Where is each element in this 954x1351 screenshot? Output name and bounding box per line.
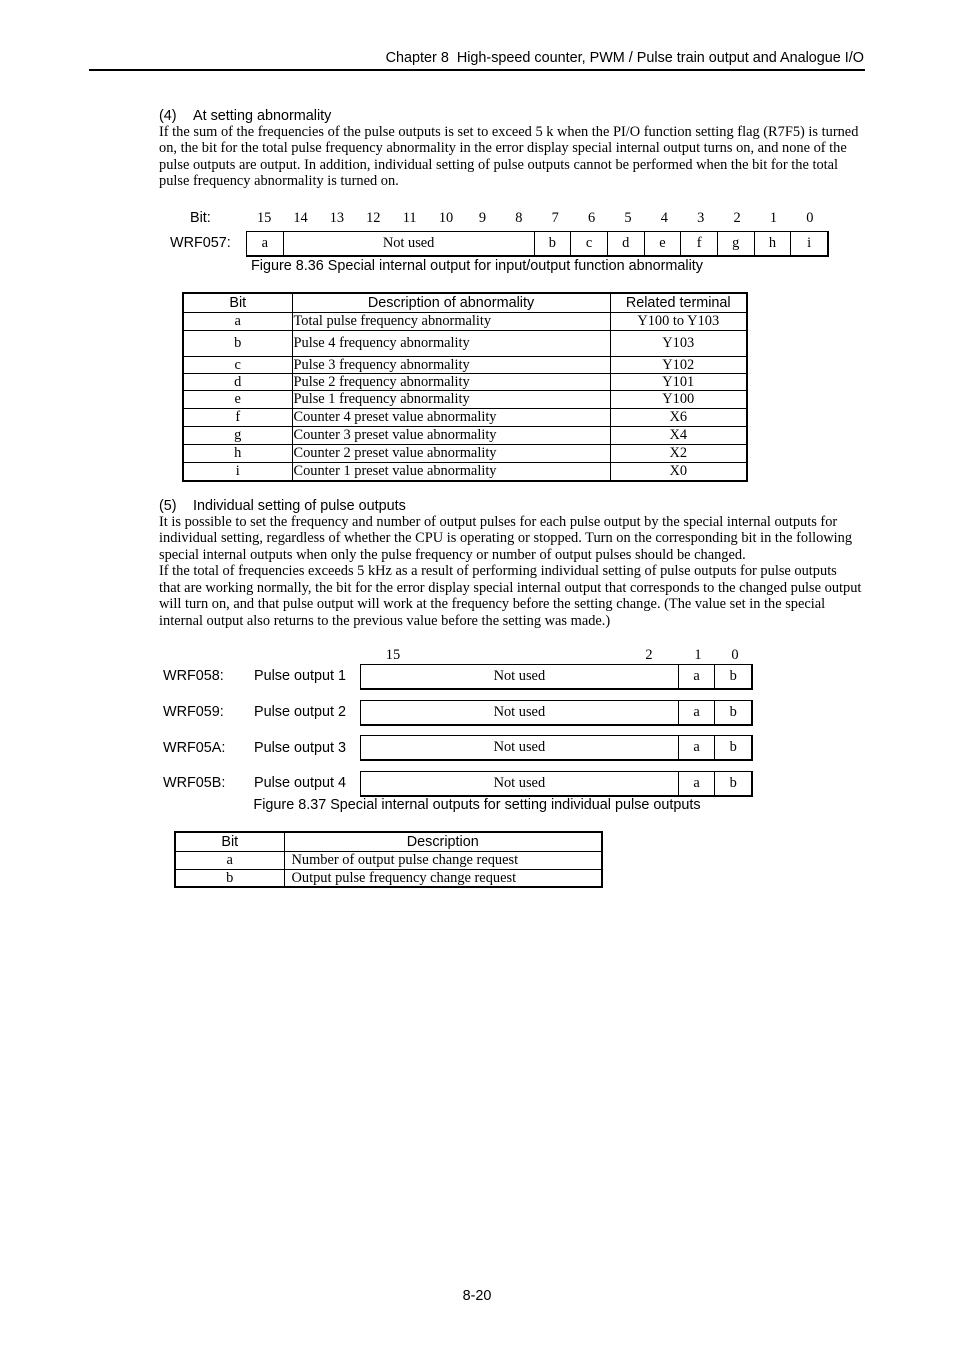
bit-cell: e: [183, 390, 292, 408]
table-row: [183, 408, 747, 426]
bit-number-row: [246, 210, 828, 227]
bit-cell: b: [714, 772, 751, 795]
bit-number: 12: [366, 209, 381, 226]
paragraph-line: pulse outputs are output. In addition, individual setting of pulse outputs cannot be performed when the bit for the total: [159, 156, 839, 173]
register-name: WRF058:: [163, 667, 224, 684]
unused-bits-cell: Not used: [283, 232, 534, 255]
bit-cell: a: [678, 701, 715, 724]
description-cell: Total pulse frequency abnormality: [292, 312, 610, 330]
register-name: WRF05A:: [163, 739, 226, 756]
register-label: Pulse output 4: [254, 774, 347, 791]
register-bit-box: [360, 735, 753, 761]
bit-cell: c: [183, 356, 292, 373]
register-bit-box: [360, 664, 753, 690]
header-rule: [89, 69, 865, 71]
bit-number: 1: [694, 646, 702, 663]
individual-setting-table: [174, 831, 603, 888]
bit-cell: a: [678, 772, 715, 795]
section-paragraph: [159, 124, 858, 190]
table-header-cell: Related terminal: [610, 293, 747, 312]
bit-number: 15: [385, 646, 401, 663]
bit-number: 7: [551, 209, 559, 226]
register-name: WRF057:: [170, 234, 231, 251]
bit-number: 0: [731, 646, 739, 663]
section-heading: Individual setting of pulse outputs: [193, 497, 406, 514]
table-row: [175, 869, 602, 887]
description-cell: Counter 1 preset value abnormality: [292, 462, 610, 481]
table-header-cell: Bit: [175, 832, 284, 851]
bit-cell: b: [175, 869, 284, 887]
unused-bits-cell: Not used: [493, 775, 546, 791]
bit-number: 13: [329, 209, 345, 226]
description-cell: Pulse 3 frequency abnormality: [292, 356, 610, 373]
page-number: 8-20: [462, 1287, 492, 1304]
terminal-cell: Y100 to Y103: [610, 312, 747, 330]
bit-number: 10: [438, 209, 454, 226]
terminal-cell: Y100: [610, 390, 747, 408]
terminal-cell: Y102: [610, 356, 747, 373]
bit-number: 9: [478, 209, 487, 226]
paragraph-line: pulse frequency abnormality is turned on.: [159, 173, 399, 190]
terminal-cell: X6: [610, 408, 747, 426]
paragraph-line: If the sum of the frequencies of the pulse outputs is set to exceed 5 k when the PI/O function setting flag (R7F5) is turned: [159, 123, 859, 140]
bit-cell: b: [183, 330, 292, 356]
bit-cell: a: [183, 312, 292, 330]
register-name: WRF05B:: [163, 774, 226, 791]
section-number: (4): [159, 107, 177, 124]
description-cell: Number of output pulse change request: [284, 851, 602, 869]
description-cell: Counter 4 preset value abnormality: [292, 408, 610, 426]
bit-number: 0: [806, 209, 814, 226]
chapter-header: Chapter 8 High-speed counter, PWM / Pulse train output and Analogue I/O: [385, 50, 864, 66]
bit-label: Bit:: [190, 209, 211, 226]
unused-bits-cell: Not used: [493, 704, 546, 720]
bit-cell: b: [714, 665, 751, 688]
register-name: WRF059:: [163, 703, 224, 720]
bit-cell: b: [534, 232, 571, 255]
bit-cell: a: [261, 235, 269, 251]
description-cell: Output pulse frequency change request: [284, 869, 602, 887]
unused-bits-cell: Not used: [493, 668, 546, 684]
bit-number: 3: [697, 209, 705, 226]
bit-number: 2: [733, 209, 741, 226]
paragraph-line: that are working normally, the bit for the error display special internal output that corresponds to the changed pulse output: [159, 579, 862, 596]
bit-cell: c: [570, 232, 607, 255]
bit-cell: b: [714, 736, 751, 759]
bit-cell: f: [680, 232, 717, 255]
paragraph-line: special internal outputs when only the pulse frequency or number of output pulses should be changed.: [159, 546, 746, 563]
bit-number: 1: [769, 209, 778, 226]
bit-cell: h: [754, 232, 791, 255]
description-cell: Pulse 1 frequency abnormality: [292, 390, 610, 408]
table-row: [183, 373, 747, 390]
bit-number: 15: [256, 209, 272, 226]
table-row: [175, 851, 602, 869]
section-number: (5): [159, 497, 177, 514]
bit-cell: b: [714, 701, 751, 724]
register-bit-box: [360, 700, 753, 726]
bit-cell: a: [175, 851, 284, 869]
abnormality-table: [182, 292, 748, 482]
register-label: Pulse output 2: [254, 703, 347, 720]
register-label: Pulse output 1: [254, 667, 347, 684]
table-row: [183, 444, 747, 462]
bit-cell: d: [183, 373, 292, 390]
bit-cell: e: [644, 232, 681, 255]
bit-cell: i: [183, 462, 292, 481]
table-header-row: [175, 832, 602, 851]
description-cell: Counter 2 preset value abnormality: [292, 444, 610, 462]
terminal-cell: Y103: [610, 330, 747, 356]
unused-bits-cell: Not used: [493, 739, 546, 755]
terminal-cell: X2: [610, 444, 747, 462]
register-bit-box: [360, 771, 753, 797]
terminal-cell: X4: [610, 426, 747, 444]
register-label: Pulse output 3: [254, 739, 347, 756]
bit-number: 8: [515, 209, 523, 226]
description-cell: Pulse 4 frequency abnormality: [292, 330, 610, 356]
table-row: [183, 426, 747, 444]
table-row: [183, 356, 747, 373]
description-cell: Pulse 2 frequency abnormality: [292, 373, 610, 390]
paragraph-line: individual setting, regardless of whether the CPU is operating or stopped. Turn on the corresponding bit in the following: [159, 530, 853, 547]
bit-cell: h: [183, 444, 292, 462]
bit-number: 6: [587, 209, 596, 226]
paragraph-line: will turn on, and that pulse output will work at the frequency before the setting change. (The value set in the special: [159, 596, 826, 613]
paragraph-line: on, the bit for the total pulse frequency abnormality in the error display special internal output turns on, and none of the: [159, 140, 847, 157]
table-row: [183, 390, 747, 408]
bit-cell: g: [717, 232, 754, 255]
table-header-cell: Description: [284, 832, 602, 851]
table-header-cell: Description of abnormality: [292, 293, 610, 312]
paragraph-line: It is possible to set the frequency and number of output pulses for each pulse output by the special internal outputs for: [159, 513, 838, 530]
bit-cell: a: [678, 665, 715, 688]
bit-number: 11: [402, 209, 417, 226]
bit-cell: a: [678, 736, 715, 759]
figure-caption: Figure 8.37 Special internal outputs for setting individual pulse outputs: [253, 796, 701, 813]
table-header-row: [183, 293, 747, 312]
bit-number: 5: [624, 209, 632, 226]
table-header-cell: Bit: [183, 293, 292, 312]
bit-cell: i: [790, 232, 827, 255]
bit-cell: f: [183, 408, 292, 426]
register-bit-box: [246, 231, 829, 257]
table-row: [183, 330, 747, 356]
terminal-cell: Y101: [610, 373, 747, 390]
section-heading: At setting abnormality: [193, 107, 332, 124]
paragraph-line: internal output also returns to the previous value before the setting was made.): [159, 613, 611, 630]
table-row: [183, 312, 747, 330]
table-row: [183, 462, 747, 481]
section-paragraph: [159, 514, 861, 630]
figure-caption: Figure 8.36 Special internal output for input/output function abnormality: [251, 257, 703, 274]
bit-cell: g: [183, 426, 292, 444]
description-cell: Counter 3 preset value abnormality: [292, 426, 610, 444]
paragraph-line: If the total of frequencies exceeds 5 kHz as a result of performing individual setting of pulse outputs for pulse outputs: [159, 563, 837, 580]
terminal-cell: X0: [610, 462, 747, 481]
bit-number: 4: [660, 209, 668, 226]
bit-cell: d: [607, 232, 644, 255]
bit-number: 14: [293, 209, 308, 226]
bit-number: 2: [645, 646, 653, 663]
